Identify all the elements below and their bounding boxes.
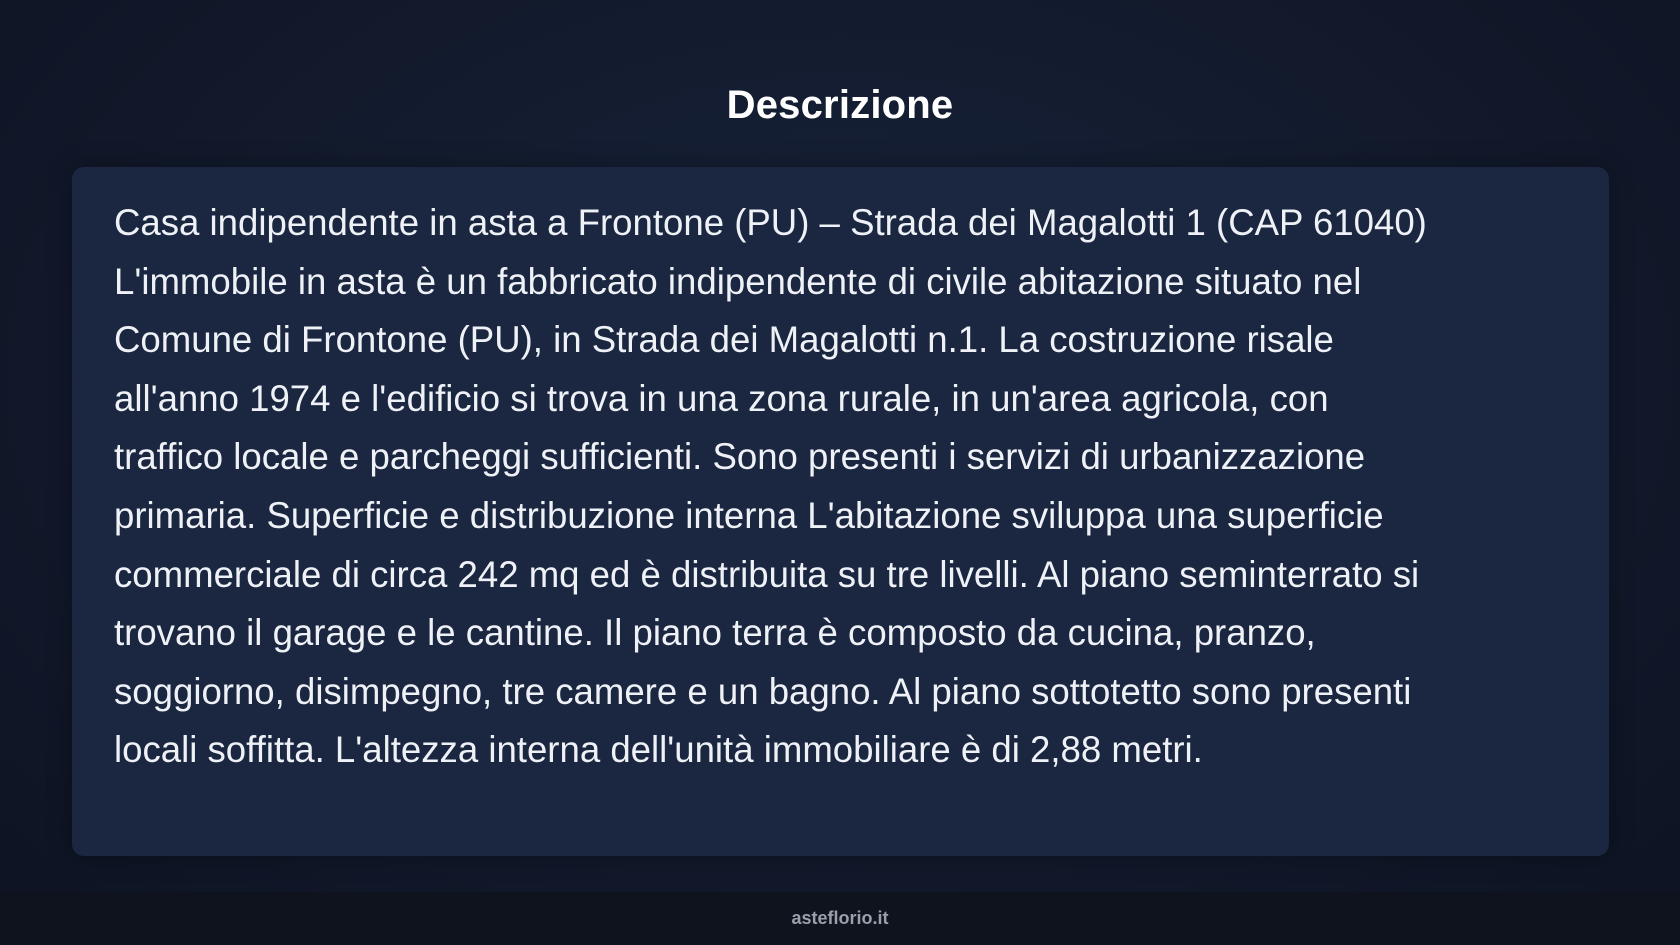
description-line: primaria. Superficie e distribuzione interna L'abitazione sviluppa una superficie <box>114 494 1384 536</box>
description-card <box>72 167 1609 856</box>
description-line: Comune di Frontone (PU), in Strada dei Magalotti n.1. La costruzione risale <box>114 319 1334 361</box>
description-line: L'immobile in asta è un fabbricato indipendente di civile abitazione situato nel <box>114 260 1362 302</box>
description-line: trovano il garage e le cantine. Il piano terra è composto da cucina, pranzo, <box>114 612 1316 654</box>
footer-site-name: asteflorio.it <box>791 908 889 928</box>
description-line: soggiorno, disimpegno, tre camere e un bagno. Al piano sottotetto sono presenti <box>114 670 1412 712</box>
description-line: all'anno 1974 e l'edificio si trova in una zona rurale, in un'area agricola, con <box>114 377 1329 419</box>
description-text <box>114 194 1569 780</box>
footer-bar <box>0 892 1680 945</box>
description-line: commerciale di circa 242 mq ed è distribuita su tre livelli. Al piano seminterrato si <box>114 553 1420 595</box>
page-title: Descrizione <box>726 83 954 127</box>
description-line: locali soffitta. L'altezza interna dell'unità immobiliare è di 2,88 metri. <box>114 729 1203 771</box>
description-line: traffico locale e parcheggi sufficienti. Sono presenti i servizi di urbanizzazione <box>114 436 1366 478</box>
description-line: Casa indipendente in asta a Frontone (PU) – Strada dei Magalotti 1 (CAP 61040) <box>114 202 1427 243</box>
